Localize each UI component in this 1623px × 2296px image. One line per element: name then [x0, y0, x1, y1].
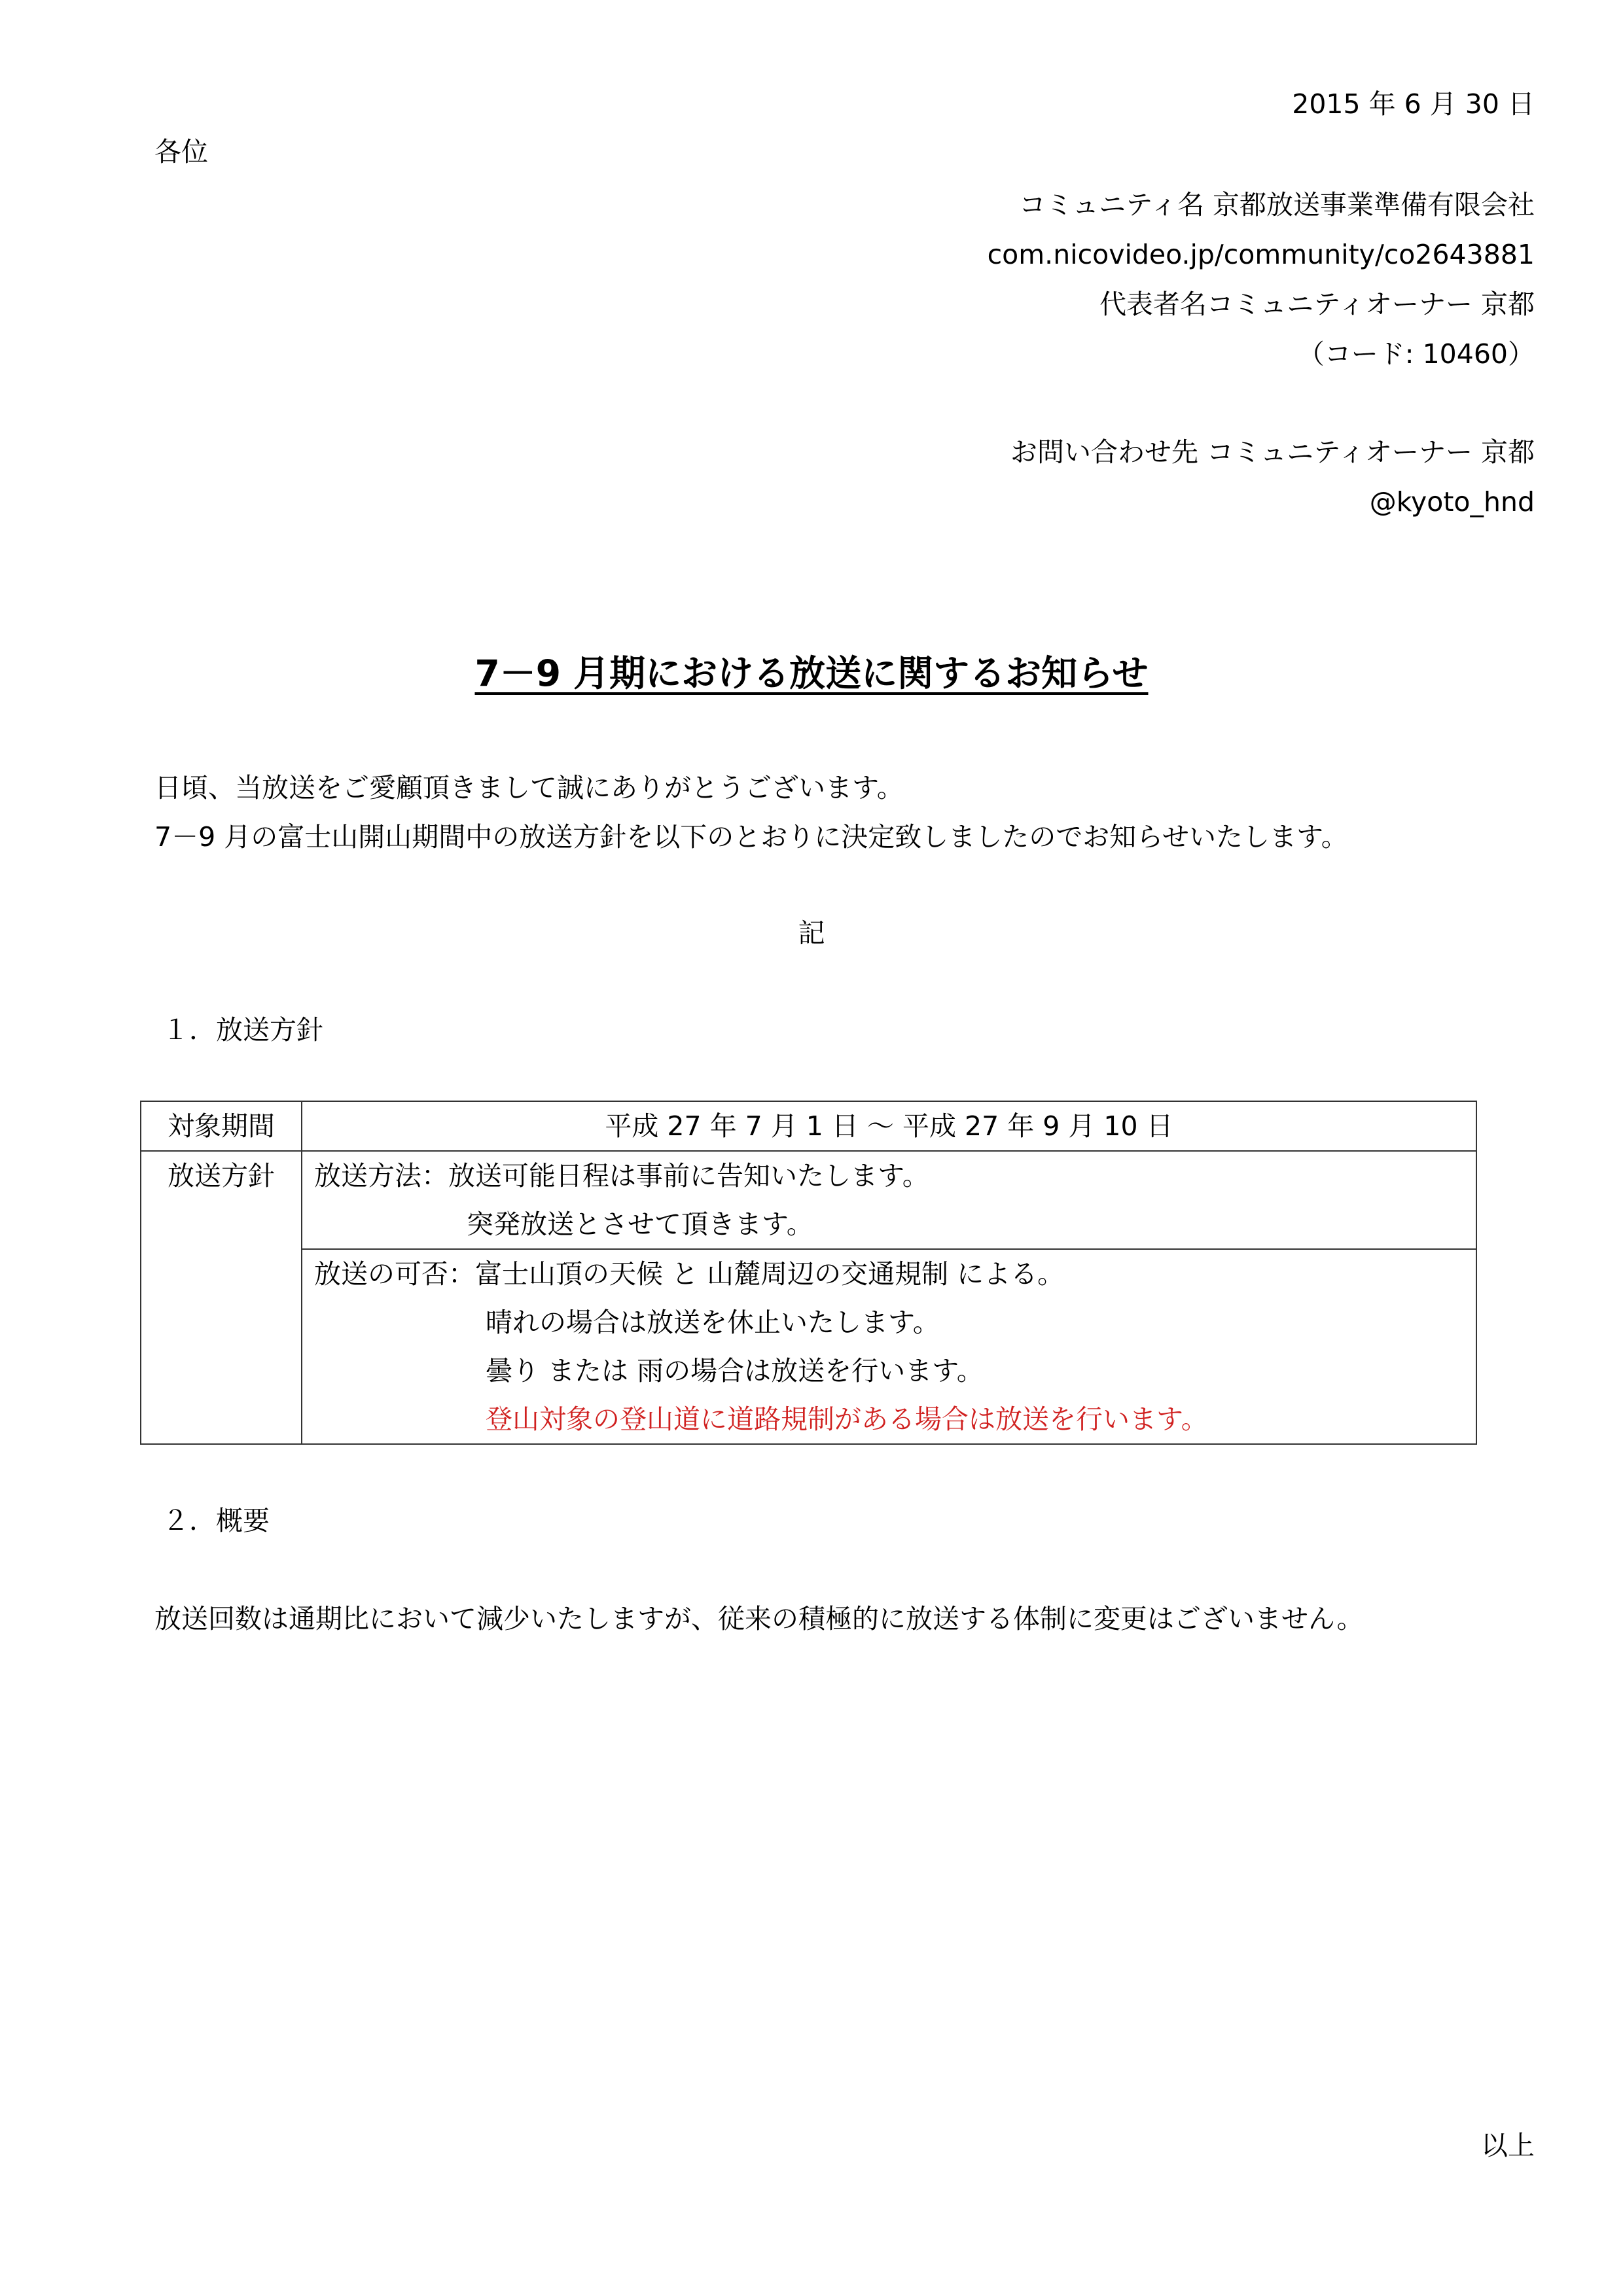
- table-row: [141, 1249, 1476, 1444]
- availability-line-2: 晴れの場合は放送を休止いたします。: [486, 1307, 940, 1338]
- period-value: 平成 27 年 7 月 1 日 ～ 平成 27 年 9 月 10 日: [302, 1101, 1476, 1151]
- method-cell: [302, 1151, 1476, 1249]
- method-line-1: 放送方法：放送可能日程は事前に告知いたします。: [314, 1160, 929, 1192]
- ki-heading: 記: [798, 917, 825, 949]
- period-label: 対象期間: [141, 1101, 302, 1151]
- availability-line-4: 登山対象の登山道に道路規制がある場合は放送を行います。: [486, 1404, 1208, 1435]
- community-url: com.nicovideo.jp/community/co2643881: [987, 239, 1535, 270]
- table-row: [141, 1151, 1476, 1249]
- closing-mark: 以上: [1481, 2130, 1535, 2161]
- addressee: 各位: [154, 136, 208, 168]
- availability-line-3: 曇り または 雨の場合は放送を行います。: [486, 1355, 984, 1386]
- document-date: 2015 年 6 月 30 日: [1292, 88, 1535, 120]
- representative-name: 代表者名コミュニティオーナー 京都: [1099, 289, 1535, 320]
- announcement-line: 7－9 月の富士山開山期間中の放送方針を以下のとおりに決定致しましたのでお知らせいたします。: [154, 821, 1348, 853]
- greeting-line: 日頃、当放送をご愛顧頂きまして誠にありがとうございます。: [154, 772, 904, 804]
- representative-code: （コード: 10460）: [1297, 338, 1535, 370]
- availability-line-1: 放送の可否：富士山頂の天候 と 山麓周辺の交通規制 による。: [314, 1258, 1065, 1290]
- document-title: [0, 645, 1623, 696]
- community-name: コミュニティ名 京都放送事業準備有限会社: [1019, 189, 1535, 221]
- section-2-heading: ２．概要: [162, 1505, 270, 1536]
- policy-table: [140, 1101, 1477, 1445]
- contact-twitter: @kyoto_hnd: [1369, 486, 1535, 518]
- section-1-heading: １．放送方針: [162, 1014, 323, 1046]
- method-line-2: 突発放送とさせて頂きます。: [467, 1209, 813, 1240]
- policy-label: 放送方針: [141, 1151, 302, 1444]
- availability-cell: [302, 1249, 1476, 1444]
- document-title-text: 7－9 月期における放送に関するお知らせ: [474, 652, 1149, 694]
- table-row: [141, 1101, 1476, 1151]
- contact-info: お問い合わせ先 コミュニティオーナー 京都: [1010, 436, 1535, 468]
- summary-text: 放送回数は通期比において減少いたしますが、従来の積極的に放送する体制に変更はございません。: [154, 1603, 1364, 1634]
- sender-block: [988, 180, 1535, 527]
